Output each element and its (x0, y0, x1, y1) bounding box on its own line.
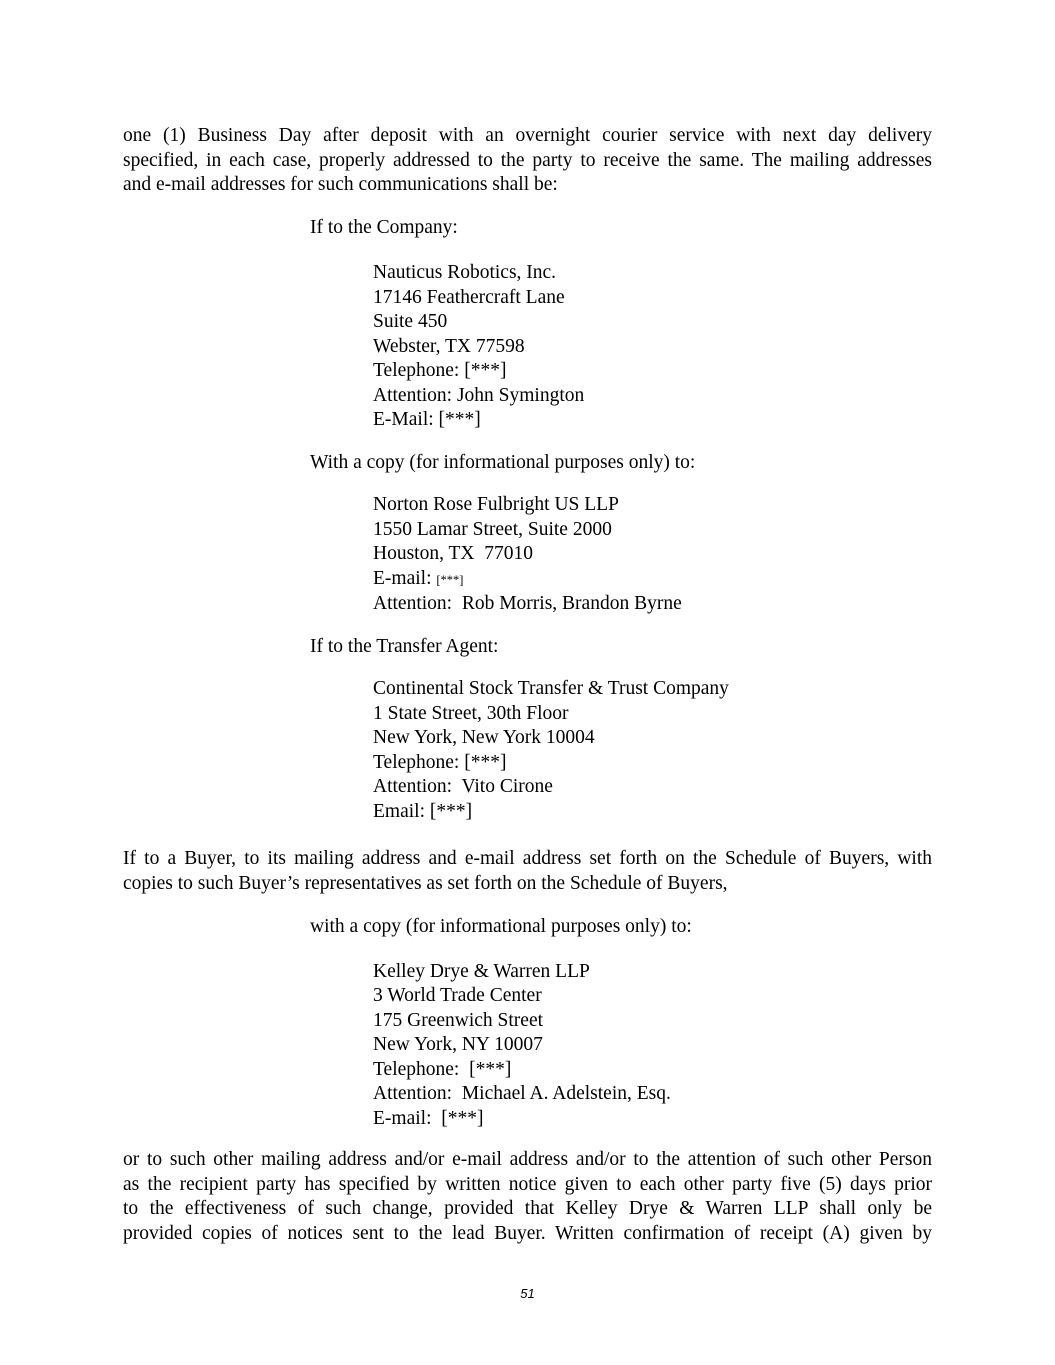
address-line: Attention: Michael A. Adelstein, Esq. (373, 1083, 671, 1104)
address-line: Telephone: [***] (373, 751, 507, 773)
address-line: New York, New York 10004 (373, 727, 595, 748)
address-line: Attention: John Symington (373, 384, 585, 406)
address-line: 175 Greenwich Street (373, 1009, 544, 1031)
address-line: 1550 Lamar Street, Suite 2000 (373, 518, 612, 540)
email-label: E-mail: (373, 567, 437, 589)
paragraph-closing-line: provided copies of notices sent to the lead Buyer. Written confirmation of receipt (A) given by (123, 1222, 932, 1244)
address-line: Telephone: [***] (373, 1058, 512, 1080)
address-line: Nauticus Robotics, Inc. (373, 262, 557, 283)
paragraph-intro-line: one (1) Business Day after deposit with an overnight courier service with next day delivery (123, 125, 932, 146)
address-line: Continental Stock Transfer & Trust Company (373, 678, 729, 699)
page-content (123, 124, 932, 1246)
transfer-agent-address-block (373, 677, 932, 824)
page-number: 51 (520, 1286, 535, 1301)
address-line: Attention: Rob Morris, Brandon Byrne (373, 593, 682, 614)
address-line: Telephone: [***] (373, 360, 507, 381)
paragraph-closing-line: or to such other mailing address and/or e-mail address and/or to the attention of such other Person (123, 1149, 932, 1170)
address-line: Norton Rose Fulbright US LLP (373, 494, 619, 515)
heading-with-copy-company: With a copy (for informational purposes only) to: (310, 451, 696, 473)
address-line: Email: [***] (373, 800, 473, 822)
paragraph-intro-line: specified, in each case, properly addressed to the party to receive the same. The mailing addresses (123, 149, 932, 171)
buyer-counsel-address-block (373, 960, 932, 1132)
address-line: 1 State Street, 30th Floor (373, 702, 569, 724)
company-counsel-address-block (373, 493, 932, 617)
company-address-block (373, 261, 932, 433)
paragraph-buyer-line: If to a Buyer, to its mailing address and e-mail address set forth on the Schedule of Buyers, with (123, 848, 932, 869)
paragraph-intro (123, 124, 932, 198)
paragraph-intro-line: and e-mail addresses for such communications shall be: (123, 174, 558, 195)
address-line: Houston, TX 77010 (373, 543, 533, 564)
address-line: 3 World Trade Center (373, 985, 542, 1006)
paragraph-closing (123, 1148, 932, 1246)
address-line: New York, NY 10007 (373, 1034, 543, 1055)
address-line-email (373, 567, 932, 593)
heading-if-to-transfer-agent: If to the Transfer Agent: (310, 635, 499, 657)
address-line: E-mail: [***] (373, 1107, 484, 1129)
address-line: Suite 450 (373, 311, 448, 332)
email-redacted-value: [***] (436, 572, 464, 587)
address-line: E-Mail: [***] (373, 409, 481, 430)
paragraph-buyer (123, 847, 932, 896)
paragraph-closing-line: to the effectiveness of such change, provided that Kelley Drye & Warren LLP shall only be (123, 1198, 932, 1219)
address-line: Webster, TX 77598 (373, 335, 525, 357)
heading-if-to-company: If to the Company: (310, 216, 458, 238)
address-line: Kelley Drye & Warren LLP (373, 960, 590, 982)
address-line: Attention: Vito Cirone (373, 776, 553, 797)
paragraph-closing-line: as the recipient party has specified by written notice given to each other party five (5) days prior (123, 1173, 932, 1195)
heading-with-copy-buyer: with a copy (for informational purposes only) to: (310, 916, 692, 937)
paragraph-buyer-line: copies to such Buyer’s representatives as set forth on the Schedule of Buyers, (123, 872, 728, 894)
address-line: 17146 Feathercraft Lane (373, 286, 565, 308)
